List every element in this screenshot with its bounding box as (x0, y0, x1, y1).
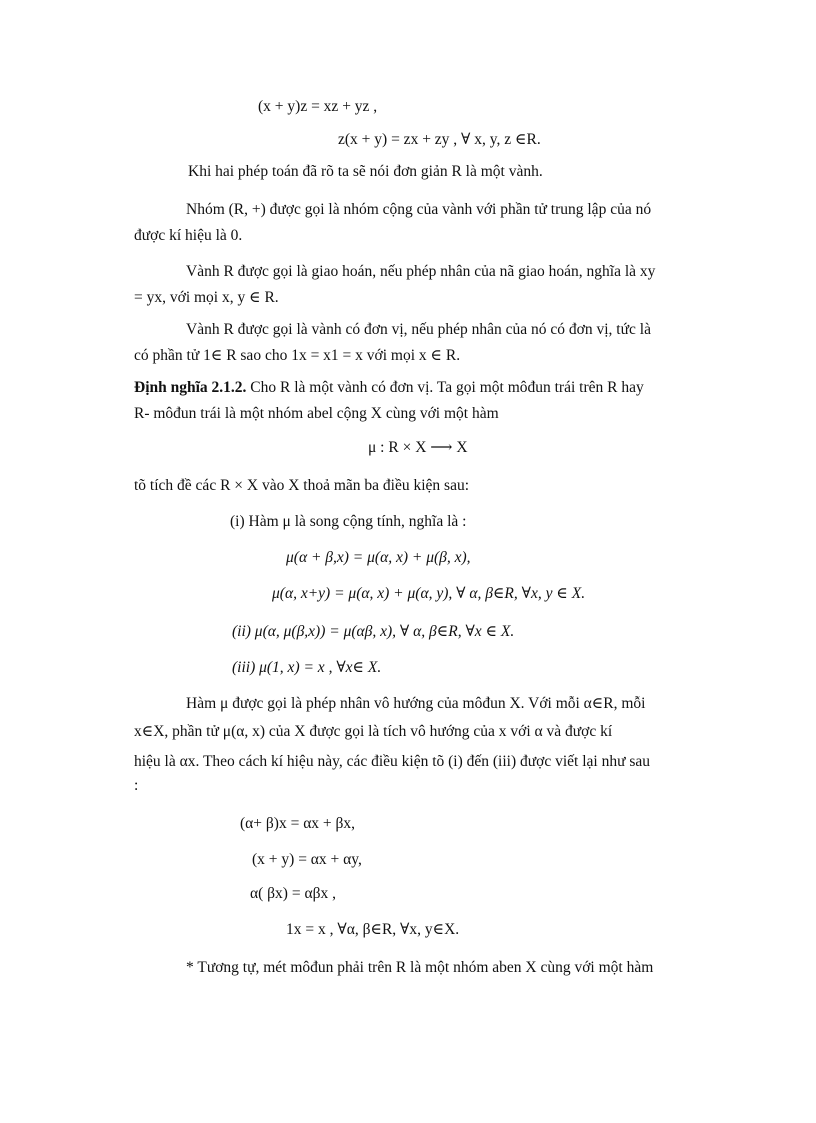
condition-i-intro: (i) Hàm μ là song cộng tính, nghĩa là : (230, 513, 467, 530)
paragraph-additive-group-line2: được kí hiệu là 0. (134, 227, 243, 244)
condition-ii: (ii) μ(α, μ(β,x)) = μ(αβ, x), ∀ α, β∈R, ∀x ∈ X. (232, 623, 515, 640)
paragraph-commutative-line1: Vành R được gọi là giao hoán, nếu phép nhân của nã giao hoán, nghĩa là xy (186, 263, 656, 280)
paragraph-scalar-line3: hiệu là αx. Theo cách kí hiệu này, các điều kiện tõ (i) đến (iii) được viết lại như sau (134, 753, 651, 770)
condition-i-formula2: μ(α, x+y) = μ(α, x) + μ(α, y), ∀ α, β∈R, ∀x, y ∈ X. (272, 585, 586, 602)
paragraph-scalar-line4: : (134, 777, 139, 794)
definition-text: Cho R là một vành có đơn vị. Ta gọi một môđun trái trên R hay (246, 379, 644, 396)
paragraph-right-module: * Tương tự, mét môđun phải trên R là một nhóm aben X cùng với một hàm (186, 959, 654, 976)
paragraph-unit-line1: Vành R được gọi là vành có đơn vị, nếu phép nhân của nó có đơn vị, tức là (186, 321, 651, 338)
paragraph-scalar-line1: Hàm μ được gọi là phép nhân vô hướng của môđun X. Với mỗi α∈R, mỗi (186, 695, 646, 712)
paragraph-conditions-intro: tõ tích đề các R × X vào X thoả mãn ba điều kiện sau: (134, 477, 470, 494)
equation-distributive-right: z(x + y) = zx + zy , ∀ x, y, z ∈R. (338, 131, 541, 148)
rewritten-condition-3: α( βx) = αβx , (250, 885, 336, 902)
paragraph-scalar-line2: x∈X, phần tử μ(α, x) của X được gọi là tích vô hướng của x với α và được kí (134, 723, 613, 740)
rewritten-condition-4: 1x = x , ∀α, β∈R, ∀x, y∈X. (286, 921, 460, 938)
paragraph-additive-group-line1: Nhóm (R, +) được gọi là nhóm cộng của vành với phần tử trung lập của nó (186, 201, 652, 218)
definition-2-1-2-line1 (134, 378, 644, 398)
rewritten-condition-1: (α+ β)x = αx + βx, (240, 815, 356, 832)
paragraph-unit-line2: có phần tử 1∈ R sao cho 1x = x1 = x với mọi x ∈ R. (134, 347, 461, 364)
condition-i-formula1: μ(α + β,x) = μ(α, x) + μ(β, x), (286, 549, 471, 566)
condition-iii: (iii) μ(1, x) = x , ∀x∈ X. (232, 659, 382, 676)
definition-2-1-2-line2: R- môđun trái là một nhóm abel cộng X cùng với một hàm (134, 405, 499, 422)
rewritten-condition-2: (x + y) = αx + αy, (252, 851, 362, 868)
equation-distributive-left: (x + y)z = xz + yz , (258, 98, 378, 115)
paragraph-ring-definition: Khi hai phép toán đã rõ ta sẽ nói đơn giản R là một vành. (188, 163, 543, 180)
paragraph-commutative-line2: = yx, với mọi x, y ∈ R. (134, 289, 279, 306)
map-mu: μ : R × X ⟶ X (368, 439, 468, 456)
definition-label: Định nghĩa 2.1.2. (134, 379, 247, 396)
